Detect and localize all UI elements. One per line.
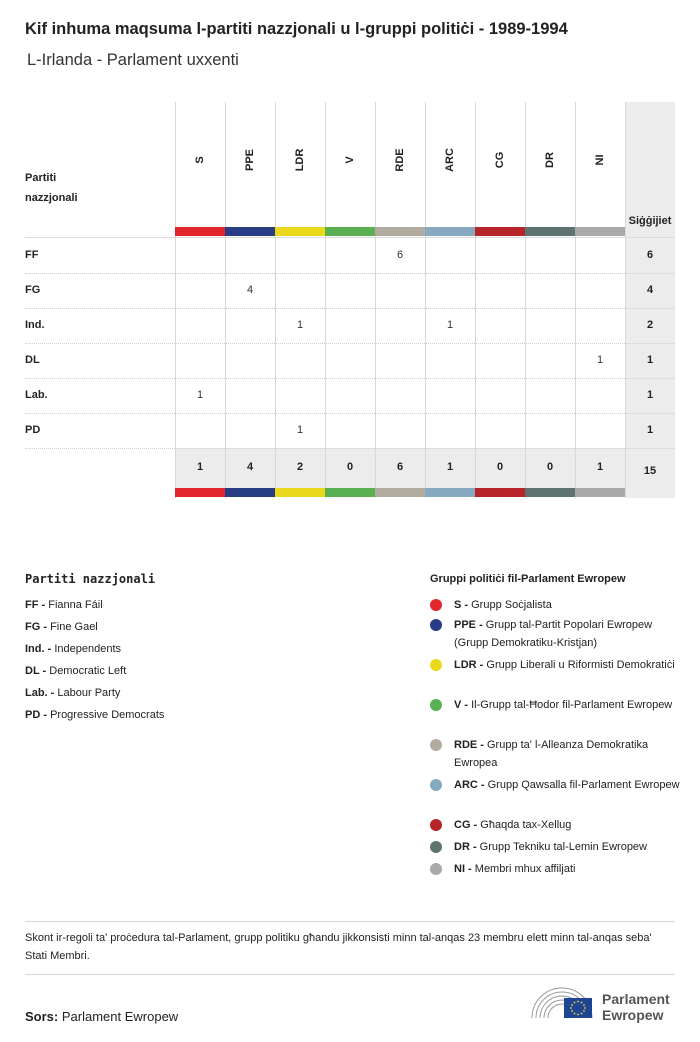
column-total: 0: [546, 461, 554, 473]
page-title: Kif inhuma maqsuma l-partiti nazzjonali u l-gruppi politiċi - 1989-1994: [25, 20, 568, 38]
group-color-bar: [175, 227, 225, 236]
column-total: 1: [596, 461, 604, 473]
legend-dot-icon: [430, 599, 442, 611]
parties-legend-title: Partiti nazzjonali: [25, 572, 156, 586]
group-legend-item: RDE - Grupp ta' l-Alleanza Demokratika Ewropea: [430, 736, 680, 772]
group-color-bar: [275, 227, 325, 236]
legend-dot-icon: [430, 863, 442, 875]
seat-value: 1: [296, 319, 304, 331]
group-legend-item: ARC - Grupp Qawsalla fil-Parlament Ewropew: [430, 776, 680, 794]
group-color-bar: [425, 227, 475, 236]
row-total: 2: [646, 319, 654, 331]
group-color-bar-bottom: [475, 488, 525, 497]
column-total: 6: [396, 461, 404, 473]
seat-distribution-table: [25, 102, 675, 498]
note-divider-bottom: [25, 974, 675, 975]
seat-value: 6: [396, 249, 404, 261]
note-divider-top: [25, 921, 675, 922]
column-divider: [375, 102, 376, 498]
column-divider: [475, 102, 476, 498]
row-total: 6: [646, 249, 654, 261]
group-color-bar-bottom: [375, 488, 425, 497]
header-divider: [25, 237, 675, 238]
legend-dot-icon: [430, 699, 442, 711]
group-color-bar: [475, 227, 525, 236]
column-total: 1: [196, 461, 204, 473]
group-legend-item: NI - Membri mhux affiljati: [430, 860, 680, 878]
party-row-label: PD: [25, 424, 41, 436]
total-column-background: [625, 102, 675, 498]
group-header-label: DR: [544, 152, 556, 168]
column-divider: [525, 102, 526, 498]
column-divider: [425, 102, 426, 498]
seat-value: 1: [446, 319, 454, 331]
group-header-label: RDE: [394, 148, 406, 172]
total-header: Siġġijiet: [628, 215, 672, 227]
group-legend-item: V - Il-Grupp tal-Ħodor fil-Parlament Ewropew: [430, 696, 680, 714]
footnote: Skont ir-regoli ta' proċedura tal-Parlament, grupp politiku għandu jikkonsisti minn tal-anqas 23 membru elett minn tal-anqas seba' Stati Membri.: [25, 932, 652, 962]
logo-text-line-1: Parlament: [602, 991, 670, 1007]
seat-value: 1: [296, 424, 304, 436]
row-divider: [25, 343, 675, 344]
group-legend-item: LDR - Grupp Liberali u Riformisti Demokratiċi: [430, 656, 680, 674]
seat-value: 1: [196, 389, 204, 401]
group-color-bar-bottom: [575, 488, 625, 497]
row-total: 1: [646, 354, 654, 366]
legend-dot-icon: [430, 739, 442, 751]
row-divider: [25, 273, 675, 274]
column-total: 1: [446, 461, 454, 473]
party-legend-item: FG - Fine Gael: [25, 621, 98, 633]
source: [25, 1009, 178, 1024]
column-divider: [275, 102, 276, 498]
group-legend-item: S - Grupp Soċjalista: [430, 596, 680, 614]
group-header-label: LDR: [294, 148, 306, 172]
logo-text: [602, 991, 670, 1023]
column-divider: [225, 102, 226, 498]
row-total: 4: [646, 284, 654, 296]
logo-text-line-2: Ewropew: [602, 1007, 664, 1023]
column-total: 0: [496, 461, 504, 473]
source-label: Sors:: [25, 1009, 59, 1024]
row-header: Partiti nazzjonali: [25, 172, 78, 204]
row-total: 1: [646, 424, 654, 436]
column-divider: [575, 102, 576, 498]
group-legend-item: PPE - Grupp tal-Partit Popolari Ewropew (Grupp Demokratiku-Kristjan): [430, 616, 680, 652]
column-divider: [175, 102, 176, 498]
group-color-bar-bottom: [525, 488, 575, 497]
legend-dot-icon: [430, 841, 442, 853]
group-header-label: V: [344, 156, 356, 164]
group-color-bar-bottom: [325, 488, 375, 497]
group-color-bar: [575, 227, 625, 236]
seat-value: 1: [596, 354, 604, 366]
group-color-bar: [375, 227, 425, 236]
group-header-label: ARC: [444, 148, 456, 172]
group-header-label: S: [194, 156, 206, 164]
group-color-bar: [525, 227, 575, 236]
group-color-bar-bottom: [425, 488, 475, 497]
page-subtitle: L-Irlanda - Parlament uxxenti: [27, 51, 239, 69]
group-color-bar-bottom: [225, 488, 275, 497]
column-divider: [625, 102, 626, 498]
legend-dot-icon: [430, 659, 442, 671]
party-legend-item: PD - Progressive Democrats: [25, 709, 165, 721]
row-divider: [25, 413, 675, 414]
groups-legend-title: Gruppi politiċi fil-Parlament Ewropew: [430, 573, 626, 585]
legend-dot-icon: [430, 819, 442, 831]
party-legend-item: Lab. - Labour Party: [25, 687, 121, 699]
row-divider: [25, 308, 675, 309]
source-value: Parlament Ewropew: [61, 1009, 179, 1024]
column-divider: [325, 102, 326, 498]
party-row-label: Ind.: [25, 319, 45, 331]
row-divider: [25, 378, 675, 379]
group-color-bar-bottom: [275, 488, 325, 497]
party-legend-item: Ind. - Independents: [25, 643, 121, 655]
party-row-label: FF: [25, 249, 39, 261]
grand-total: 15: [643, 465, 657, 477]
legend-dot-icon: [430, 619, 442, 631]
party-legend-item: DL - Democratic Left: [25, 665, 127, 677]
group-color-bar-bottom: [175, 488, 225, 497]
column-total: 2: [296, 461, 304, 473]
group-header-label: CG: [494, 151, 506, 169]
party-row-label: FG: [25, 284, 41, 296]
party-row-label: Lab.: [25, 389, 48, 401]
row-divider: [25, 448, 675, 449]
group-legend-item: CG - Għaqda tax-Xellug: [430, 816, 680, 834]
group-legend-item: DR - Grupp Tekniku tal-Lemin Ewropew: [430, 838, 680, 856]
party-legend-item: FF - Fianna Fáil: [25, 599, 103, 611]
column-total: 4: [246, 461, 254, 473]
group-color-bar: [325, 227, 375, 236]
seat-value: 4: [246, 284, 254, 296]
column-total: 0: [346, 461, 354, 473]
legend-dot-icon: [430, 779, 442, 791]
group-header-label: NI: [594, 154, 606, 166]
group-color-bar: [225, 227, 275, 236]
group-header-label: PPE: [244, 148, 256, 172]
party-row-label: DL: [25, 354, 40, 366]
row-total: 1: [646, 389, 654, 401]
